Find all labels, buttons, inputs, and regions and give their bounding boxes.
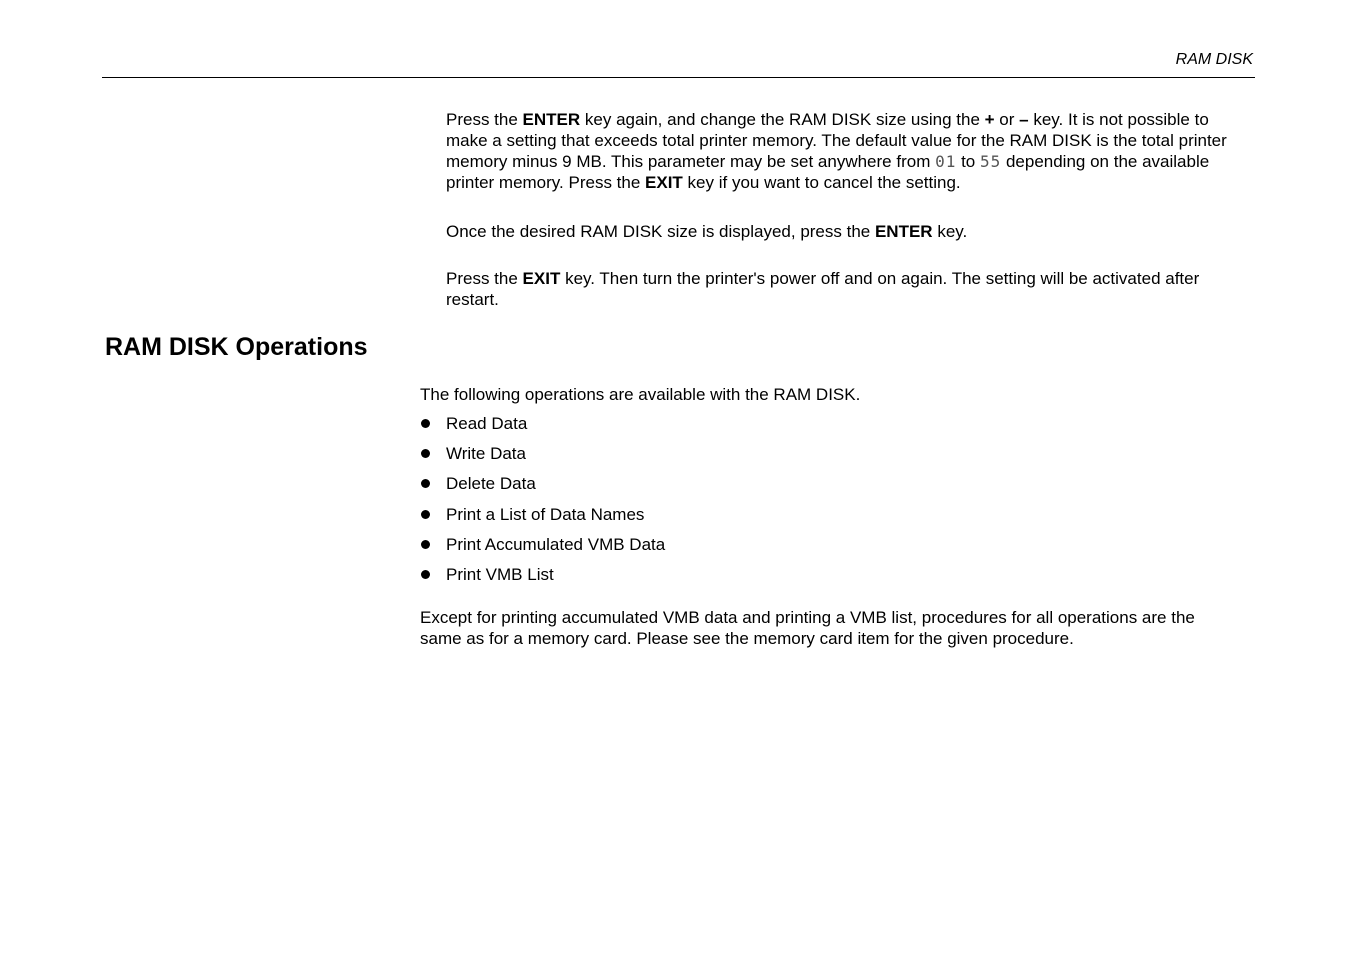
step-text: Press the — [446, 110, 523, 129]
list-item-label: Read Data — [446, 414, 528, 433]
list-item-label: Print a List of Data Names — [446, 504, 645, 524]
operations-list — [420, 413, 665, 594]
step-change-size — [446, 109, 1241, 193]
step-restart — [446, 268, 1241, 310]
step-text: key again, and change the RAM DISK size using the — [580, 110, 985, 129]
step-text: key. — [932, 222, 968, 241]
section-intro: The following operations are available with the RAM DISK. — [420, 385, 861, 404]
step-text: key if you want to cancel the setting. — [682, 173, 961, 192]
list-item-label: Write Data — [446, 444, 526, 464]
step-confirm-size — [446, 221, 1241, 242]
bullet-icon — [421, 510, 430, 519]
key-exit: EXIT — [645, 173, 683, 192]
bullet-icon — [421, 570, 430, 579]
list-item — [420, 504, 665, 534]
lcd-value-max: 55 — [979, 152, 1002, 171]
step-text: or — [994, 110, 1020, 129]
section-closing: Except for printing accumulated VMB data and printing a VMB list, procedures for all operations are the same as for a memory card. Please see the memory card item for the given procedure. — [420, 608, 1195, 648]
list-item-label: Delete Data — [446, 474, 536, 494]
lcd-value-min: 01 — [935, 152, 957, 171]
bullet-icon — [421, 449, 430, 458]
list-item — [420, 473, 665, 503]
step-text: key. Then turn the printer's power off and on again. The setting will be activated after restart. — [446, 269, 1200, 309]
step-text: depending on the available printer memory. Press the — [446, 152, 1210, 192]
key-minus: – — [1019, 110, 1029, 129]
step-text: Press the — [446, 269, 523, 288]
list-item — [420, 413, 665, 443]
key-exit: EXIT — [522, 269, 561, 288]
bullet-icon — [421, 479, 430, 488]
list-item — [420, 534, 665, 564]
step-text: key. It is not possible to make a setting that exceeds total printer memory. The default value for the RAM DISK is the total printer memory minus 9 MB. This parameter may be set anywhere from — [446, 110, 1227, 171]
list-item-label: Print VMB List — [446, 564, 554, 584]
header-rule — [102, 77, 1255, 78]
key-plus: + — [984, 110, 995, 129]
key-enter: ENTER — [522, 110, 581, 129]
key-enter: ENTER — [874, 222, 933, 241]
bullet-icon — [421, 540, 430, 549]
list-item — [420, 564, 665, 594]
section-heading: RAM DISK Operations — [105, 333, 368, 361]
running-header-title: RAM DISK — [1175, 51, 1253, 68]
step-text: Once the desired RAM DISK size is displayed, press the — [446, 222, 875, 241]
step-text: to — [956, 152, 980, 171]
bullet-icon — [421, 419, 430, 428]
list-item — [420, 443, 665, 473]
list-item-label: Print Accumulated VMB Data — [446, 534, 666, 554]
